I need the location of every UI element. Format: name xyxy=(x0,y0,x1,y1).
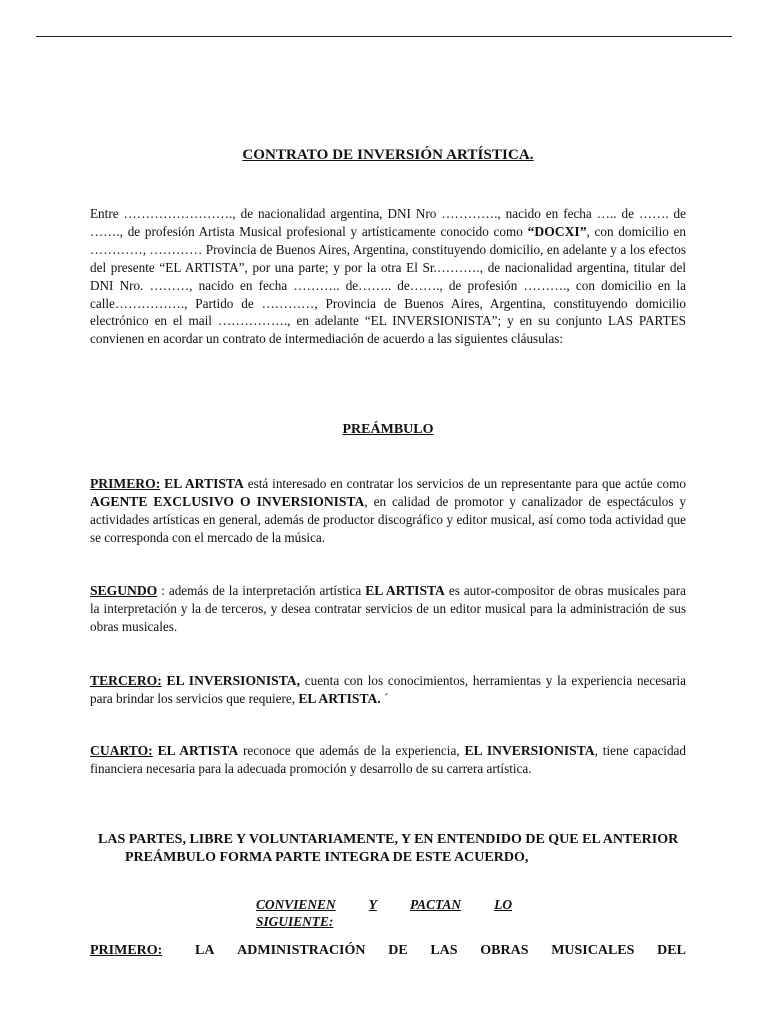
agreement-word: LAS xyxy=(430,943,458,958)
agreement-clause-lead: PRIMERO: xyxy=(90,943,163,958)
closing-line-2: PREÁMBULO FORMA PARTE INTEGRA DE ESTE ACUERDO, xyxy=(125,850,529,865)
clause-lead: PRIMERO: xyxy=(90,476,161,491)
convienen-heading xyxy=(256,896,512,930)
intro-text-1: Entre ……………………., de nacionalidad argentina, DNI Nro …………., nacido en fecha ….. de ……. de ……., de profesión Artista Musical profesional y artísticamente conocido como xyxy=(90,206,686,239)
convienen-line-2: SIGUIENTE: xyxy=(256,914,334,929)
header-rule xyxy=(36,36,732,37)
clause-emphasis: EL ARTISTA xyxy=(365,583,445,598)
agreement-word: OBRAS xyxy=(480,943,529,958)
preambulo-heading: PREÁMBULO xyxy=(342,422,434,437)
agreement-word: MUSICALES xyxy=(551,943,635,958)
clause-text: : además de la interpretación artística xyxy=(161,583,366,598)
artist-alias: “DOCXI” xyxy=(527,223,587,239)
convienen-word: PACTAN xyxy=(409,897,462,912)
clause-text: reconoce que además de la experiencia, xyxy=(238,743,465,758)
clause-emphasis: EL ARTISTA xyxy=(164,476,244,491)
agreement-word: DE xyxy=(388,943,408,958)
agreement-word: ADMINISTRACIÓN xyxy=(237,943,366,958)
clause-cuarto xyxy=(90,742,686,778)
agreement-word: DEL xyxy=(657,943,686,958)
intro-text-2: , con domicilio en …………, ………… Provincia de Buenos Aires, Argentina, constituyendo domicilio, en adelante y a los efectos del presente “EL ARTISTA”, por una parte; y por la otra El Sr.………., de nacionalidad argentina, titular del DNI Nro. ………, nacido en fecha ……….. de…….. de……., de profesión ………., con domicilio en la calle……………., Partido de …………, Provincia de Buenos Aires, Argentina, constituyendo domicilio electrónico en el mail ……………., en adelante “EL INVERSIONISTA”; y en su conjunto LAS PARTES convienen en acordar un contrato de intermediación de acuerdo a las siguientes cláusulas: xyxy=(90,223,686,347)
clause-emphasis: EL INVERSIONISTA, xyxy=(166,673,300,688)
clause-text: , en calidad de promotor y canalizador de espectáculos y actividades artísticas en general, además de productor discográfico y editor musical, así como toda actividad que se corresponda con el mercado de la música. xyxy=(90,493,686,545)
clause-emphasis: EL INVERSIONISTA xyxy=(464,743,595,758)
clause-emphasis: AGENTE EXCLUSIVO O INVERSIONISTA xyxy=(90,493,365,509)
clause-lead: CUARTO: xyxy=(90,743,153,758)
convienen-line-1 xyxy=(256,896,512,913)
clause-text: está interesado en contratar los servicios de un representante para que actúe como xyxy=(243,476,686,491)
clause-lead: SEGUNDO xyxy=(90,583,158,598)
intro-paragraph xyxy=(90,205,686,348)
closing-line-1: LAS PARTES, LIBRE Y VOLUNTARIAMENTE, Y EN ENTENDIDO DE QUE EL ANTERIOR xyxy=(98,832,679,847)
clause-text: ´ xyxy=(380,690,389,706)
closing-statement xyxy=(98,831,688,867)
clause-tercero xyxy=(90,672,686,708)
agreement-first-clause xyxy=(90,943,686,959)
agreement-word: LA xyxy=(195,943,215,958)
clause-lead: TERCERO: xyxy=(90,673,162,688)
convienen-word: Y xyxy=(368,897,377,912)
convienen-word: LO xyxy=(494,897,512,912)
convienen-word: CONVIENEN xyxy=(256,897,336,912)
document-title: CONTRATO DE INVERSIÓN ARTÍSTICA. xyxy=(242,147,534,163)
clause-emphasis: EL ARTISTA. xyxy=(298,690,381,706)
clause-emphasis: EL ARTISTA xyxy=(157,743,239,758)
clause-segundo xyxy=(90,582,686,636)
clause-text: cuenta con los conocimientos, herramientas y la experiencia necesaria para brindar los servicios que requiere, xyxy=(90,673,687,706)
clause-text: es autor-compositor de obras musicales para la interpretación y la de terceros, y desea contratar servicios de un editor musical para la administración de sus obras musicales. xyxy=(90,583,687,634)
clause-primero xyxy=(90,475,686,547)
clause-text: , tiene capacidad financiera necesaria para la adecuada promoción y desarrollo de su carrera artística. xyxy=(90,743,687,776)
